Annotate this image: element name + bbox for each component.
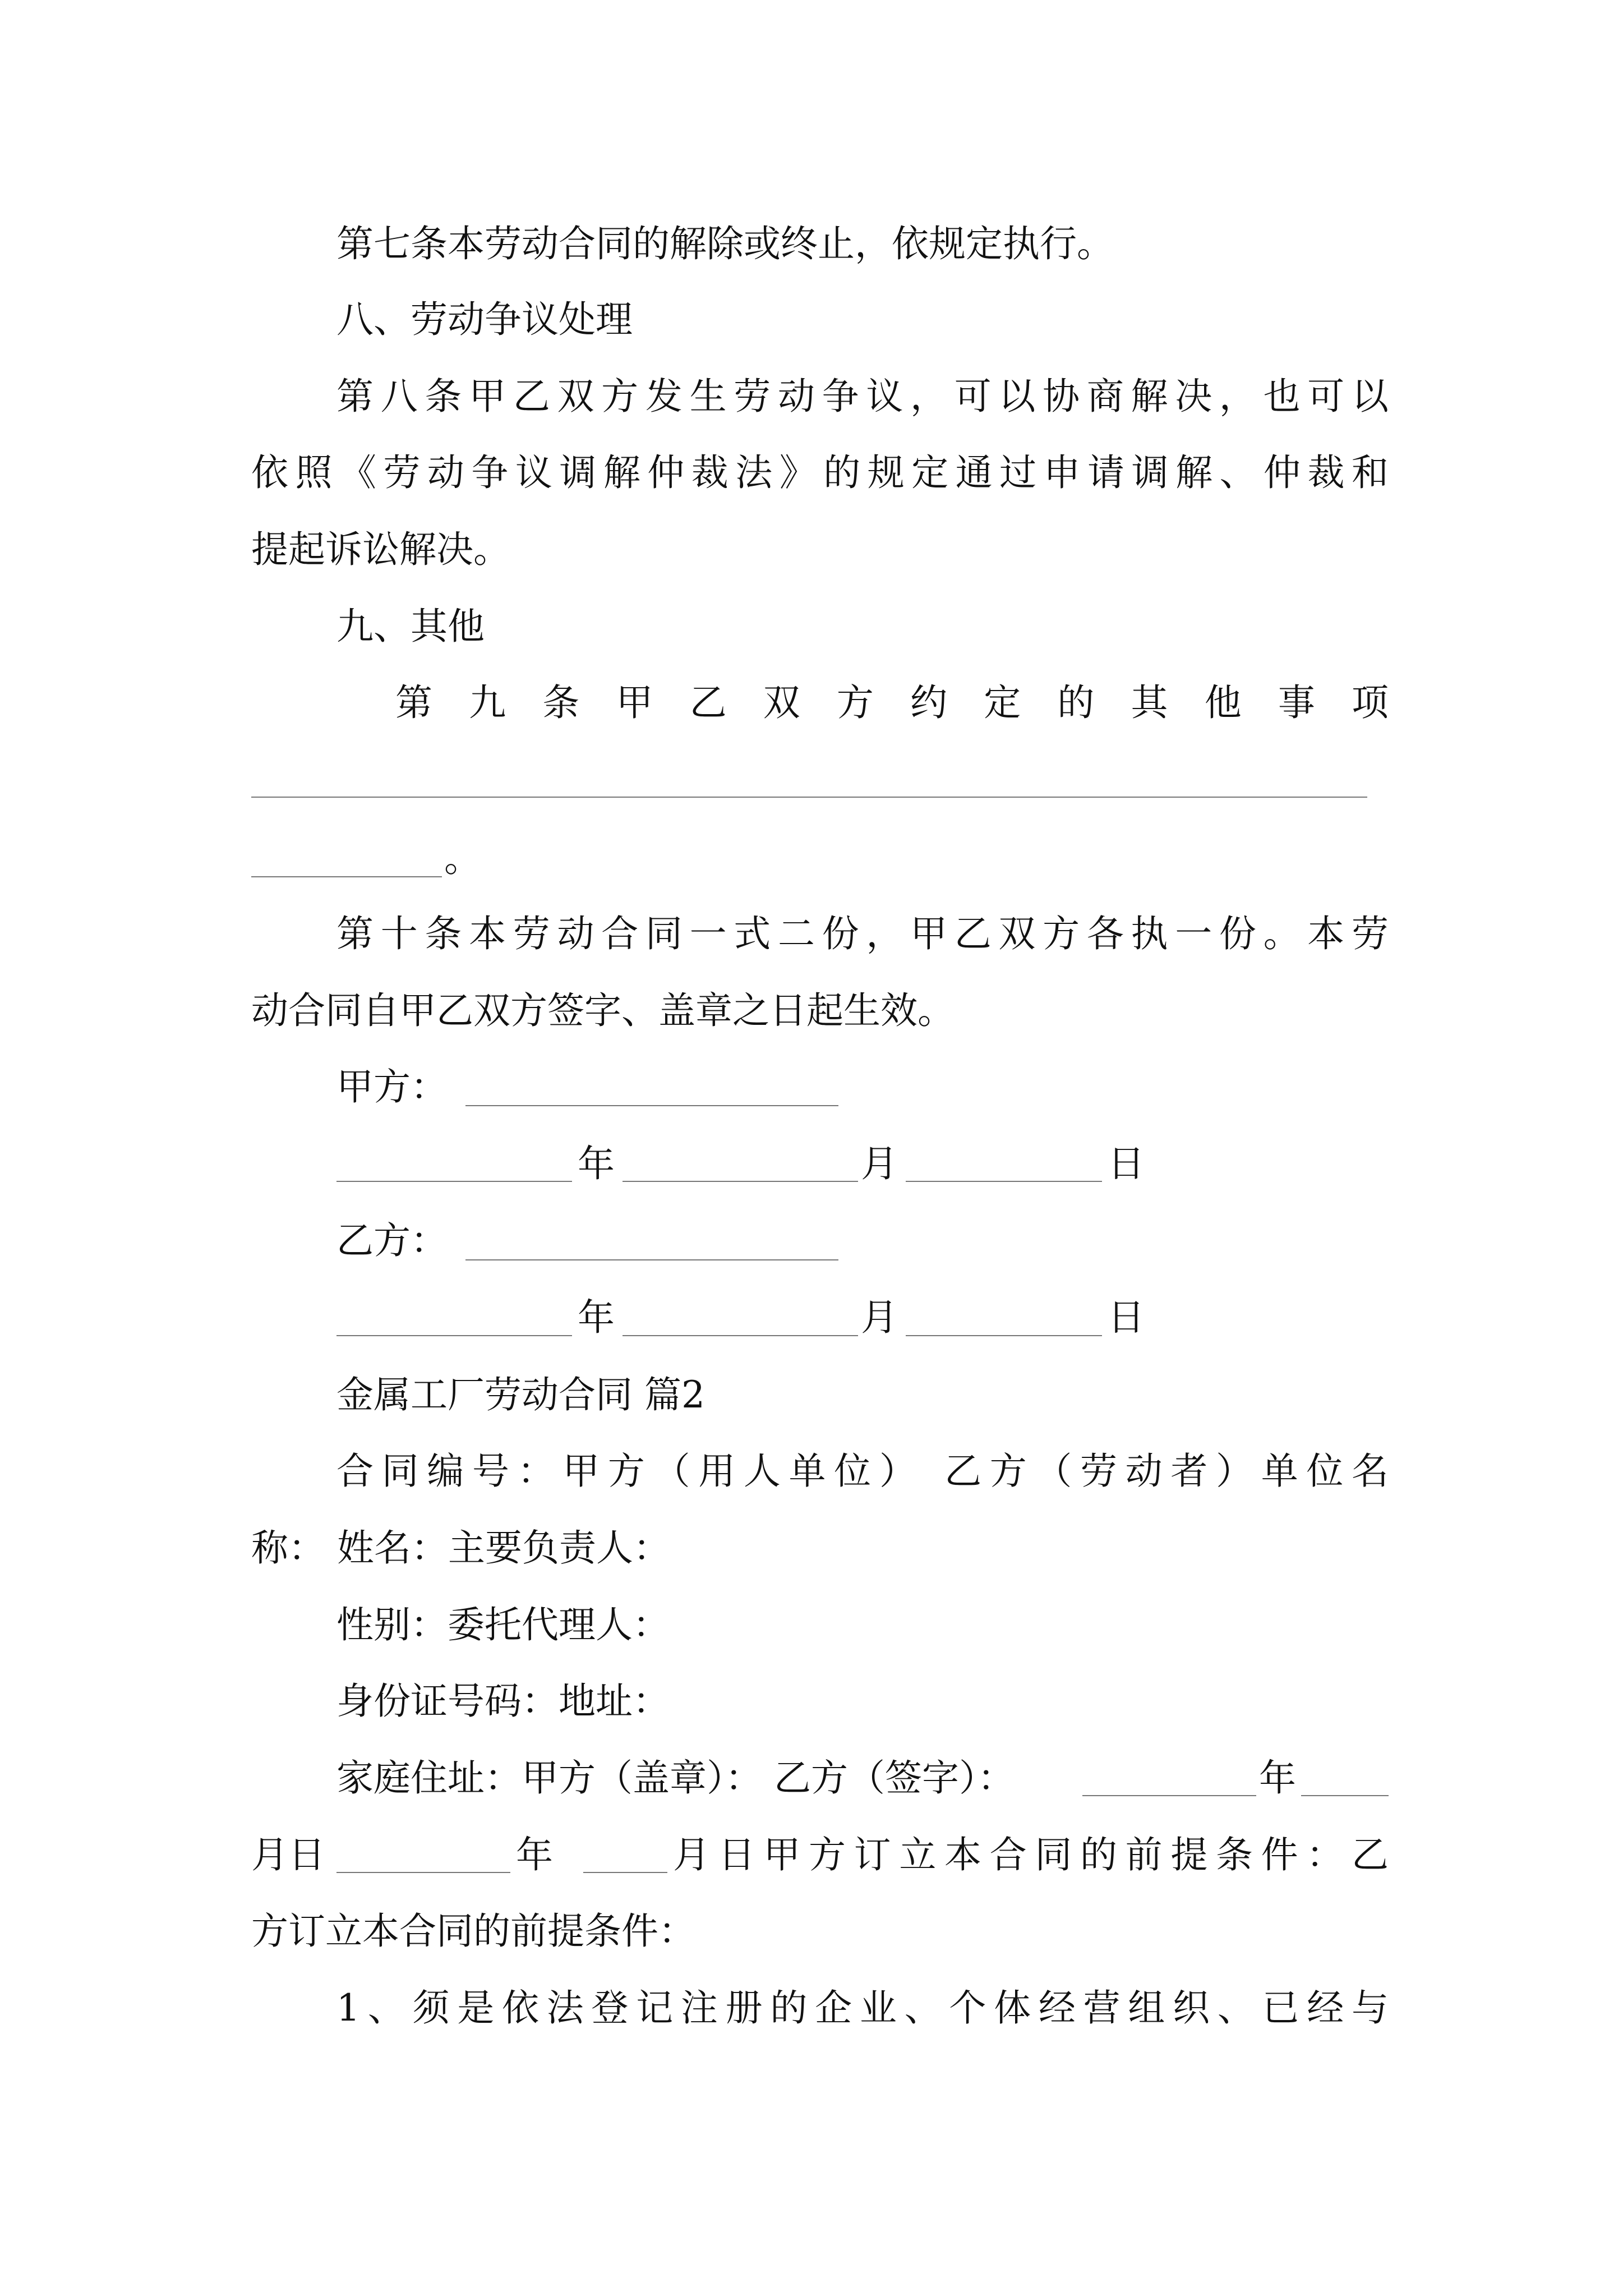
sign-month-blank	[1301, 1795, 1389, 1796]
party-b-month: 月	[861, 1296, 898, 1339]
seal-year: 年	[516, 1833, 553, 1876]
gender-agent-line: 性别：委托代理人：	[336, 1603, 670, 1646]
party-b-day: 日	[1108, 1296, 1145, 1339]
party-a-label: 甲方：	[336, 1065, 448, 1108]
condition-1: 1、须是依法登记注册的企业、个体经营组织、已经与	[336, 1986, 1389, 2030]
party-b-month-blank	[623, 1335, 858, 1336]
contract-2-line-2: 称： 姓名：主要负责人：	[251, 1526, 670, 1570]
address-seal-line: 家庭住址：甲方（盖章）： 乙方（签字）：	[336, 1756, 1015, 1800]
party-a-month: 月	[861, 1142, 898, 1185]
party-b-year-blank	[336, 1335, 572, 1336]
clause-9-line-1: 第九条甲乙双方约定的其他事项	[395, 681, 1389, 724]
section-8-heading: 八、劳动争议处理	[336, 298, 633, 341]
clause-10-line-2: 动合同自甲乙双方签字、盖章之日起生效。	[251, 989, 955, 1032]
clause-7: 第七条本劳动合同的解除或终止，依规定执行。	[336, 222, 1114, 265]
seal-year-blank	[336, 1872, 510, 1873]
clause-9-end: 。	[444, 837, 481, 880]
party-a-year-blank	[336, 1181, 572, 1182]
seal-month-blank	[583, 1872, 667, 1873]
premise-line-1: 月日甲方订立本合同的前提条件：乙	[673, 1833, 1389, 1876]
clause-10-line-1: 第十条本劳动合同一式二份，甲乙双方各执一份。本劳	[336, 912, 1389, 955]
party-b-label: 乙方：	[336, 1219, 448, 1262]
premise-line-2: 方订立本合同的前提条件：	[251, 1910, 695, 1953]
id-address-line: 身份证号码：地址：	[336, 1680, 670, 1723]
section-9-heading: 九、其他	[336, 605, 485, 648]
contract-2-title: 金属工厂劳动合同 篇2	[336, 1373, 705, 1416]
clause-8-line-3: 提起诉讼解决。	[251, 528, 510, 571]
party-b-signature-line	[465, 1259, 838, 1260]
date-prefix: 月日	[251, 1833, 325, 1876]
party-a-day-blank	[906, 1181, 1102, 1182]
party-b-year: 年	[578, 1296, 615, 1339]
party-a-day: 日	[1108, 1142, 1145, 1185]
fill-in-line-short	[251, 876, 442, 877]
sign-year-blank	[1082, 1795, 1256, 1796]
party-a-year: 年	[578, 1142, 615, 1185]
party-a-signature-line	[465, 1105, 838, 1106]
contract-2-line-1: 合同编号：甲方（用人单位） 乙方（劳动者）单位名	[336, 1450, 1389, 1493]
clause-8-line-1: 第八条甲乙双方发生劳动争议，可以协商解决，也可以	[336, 375, 1389, 418]
fill-in-line	[251, 797, 1367, 798]
clause-8-line-2: 依照《劳动争议调解仲裁法》的规定通过申请调解、仲裁和	[251, 451, 1389, 494]
sign-year: 年	[1259, 1756, 1296, 1800]
party-a-month-blank	[623, 1181, 858, 1182]
party-b-day-blank	[906, 1335, 1102, 1336]
